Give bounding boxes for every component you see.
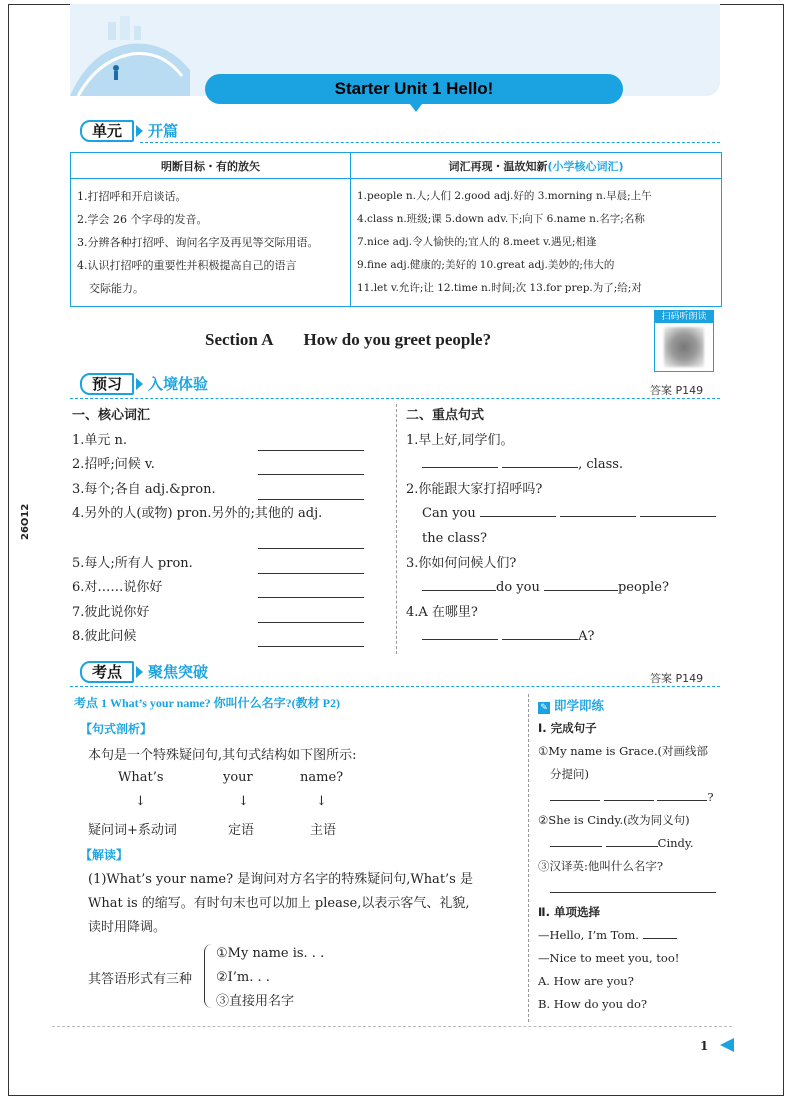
explain-line: (1)What’s your name? 是询问对方名字的特殊疑问句,What’s 是 xyxy=(88,872,473,887)
answer-blank[interactable] xyxy=(643,925,677,939)
vocab-item-continuation xyxy=(72,527,382,552)
arrow-icon xyxy=(136,666,143,678)
vocab-item: 8.彼此问候 xyxy=(72,625,382,650)
footer-divider xyxy=(52,1026,732,1027)
vocab-col-header: 一、核心词汇 xyxy=(72,408,151,423)
answer-blank[interactable] xyxy=(258,486,364,500)
practice-question: ③汉译英:他叫什么名字? xyxy=(538,859,664,873)
pencil-icon: ✎ xyxy=(538,702,550,714)
qr-code[interactable] xyxy=(654,310,714,372)
qr-label: 扫码听朗读 xyxy=(655,311,713,323)
goals-header: 明断目标・有的放矢 xyxy=(71,153,351,179)
sentence-prompt: 2.你能跟大家打招呼吗? xyxy=(406,481,543,497)
vocab-row: 9.fine adj.健康的;美好的 10.great adj.美妙的;伟大的 xyxy=(357,259,615,271)
answer-blank[interactable] xyxy=(657,787,707,801)
title-pointer xyxy=(410,104,422,112)
practice-part: Ⅱ. 单项选择 xyxy=(538,905,600,919)
section-a-title xyxy=(205,330,491,350)
answer-blank[interactable] xyxy=(258,461,364,475)
answer-form: ③直接用名字 xyxy=(216,994,295,1009)
section-header-keypoints xyxy=(80,661,280,685)
mc-option[interactable]: A. How are you? xyxy=(538,974,634,988)
down-arrow-icon: ↓ xyxy=(316,794,327,809)
practice-question: ①My name is Grace.(对画线部 xyxy=(538,744,709,758)
section-label: 入境体验 xyxy=(148,375,209,393)
sentence-answer: Can you xyxy=(406,502,722,527)
goal-item: 1.打招呼和开启谈话。 xyxy=(77,190,187,203)
structure-word: your xyxy=(223,770,253,785)
practice-panel xyxy=(538,694,718,1016)
sentence-answer-continuation: the class? xyxy=(422,530,487,546)
answer-blank[interactable] xyxy=(550,787,600,801)
sentence-answer: A? xyxy=(406,625,722,650)
explanation xyxy=(88,868,520,940)
vocab-cell xyxy=(351,179,722,307)
practice-question-continuation: 分提问) xyxy=(550,767,589,781)
answer-blank[interactable] xyxy=(422,626,498,640)
vocab-item: 3.每个;各自 adj.&pron. xyxy=(72,478,382,503)
analysis-tag: 【句式剖析】 xyxy=(80,722,153,736)
section-header-opening xyxy=(80,120,280,144)
answer-form: ①My name is. . . xyxy=(216,946,325,961)
section-label: 聚焦突破 xyxy=(148,663,209,681)
answer-reference: 答案 P149 xyxy=(650,672,704,685)
goals-cell xyxy=(71,179,351,307)
vocab-item: 1.单元 n. xyxy=(72,429,382,454)
answer-blank[interactable] xyxy=(544,577,618,591)
sentence-answer: , class. xyxy=(406,453,722,478)
goal-item: 交际能力。 xyxy=(89,282,144,295)
key-sentences-column xyxy=(406,404,722,650)
answer-blank[interactable] xyxy=(422,454,498,468)
sentence-prompt: 1.早上好,同学们。 xyxy=(406,432,514,448)
core-vocab-column xyxy=(72,404,382,650)
vocab-row: 4.class n.班级;课 5.down adv.下;向下 6.name n.名字;名称 xyxy=(357,213,645,225)
answer-blank[interactable] xyxy=(606,833,658,847)
vocab-item: 6.对……说你好 xyxy=(72,576,382,601)
practice-header: ✎ 即学即练 xyxy=(538,694,718,717)
sentence-prompt: 3.你如何问候人们? xyxy=(406,555,517,571)
keypoint-title: 考点 1 What’s your name? 你叫什么名字?(教材 P2) xyxy=(74,696,340,710)
practice-answer: Cindy. xyxy=(538,832,718,855)
divider xyxy=(70,398,720,399)
divider xyxy=(140,142,720,143)
vocab-item: 2.招呼;问候 v. xyxy=(72,453,382,478)
column-divider xyxy=(528,694,529,1022)
answer-blank[interactable] xyxy=(502,626,578,640)
down-arrow-icon: ↓ xyxy=(135,794,146,809)
side-code: 26O12 xyxy=(20,503,31,540)
answer-blank[interactable] xyxy=(550,833,602,847)
section-header-preview xyxy=(80,373,280,397)
answer-blank[interactable] xyxy=(258,560,364,574)
explain-line: What is 的缩写。有时句末也可以加上 please,以表示客气、礼貌, xyxy=(88,896,470,911)
answer-blank[interactable] xyxy=(422,577,496,591)
structure-role: 定语 xyxy=(228,823,255,838)
answer-blank[interactable] xyxy=(258,535,364,549)
mc-line: —Nice to meet you, too! xyxy=(538,951,680,965)
page-number: 1 xyxy=(700,1039,709,1053)
answer-forms xyxy=(216,942,324,1014)
answer-blank[interactable] xyxy=(640,503,716,517)
vocab-row: 11.let v.允许;让 12.time n.时间;次 13.for prep.为了;给;对 xyxy=(357,282,642,294)
section-tag: 单元 xyxy=(80,120,134,142)
vocab-row: 7.nice adj.令人愉快的;宜人的 8.meet v.遇见;相逢 xyxy=(357,236,597,248)
answer-blank[interactable] xyxy=(258,633,364,647)
answer-blank[interactable] xyxy=(258,609,364,623)
answer-form: ②I’m. . . xyxy=(216,970,270,985)
vocab-header: 词汇再现・温故知新(小学核心词汇) xyxy=(351,153,722,179)
brace xyxy=(204,944,214,1008)
down-arrow-icon: ↓ xyxy=(238,794,249,809)
qr-image xyxy=(664,327,704,367)
answer-lead: 其答语形式有三种 xyxy=(88,972,193,987)
analysis-intro: 本句是一个特殊疑问句,其句式结构如下图所示: xyxy=(88,748,357,763)
mc-line: —Hello, I’m Tom. xyxy=(538,924,718,947)
section-label: 开篇 xyxy=(148,122,179,140)
answer-blank[interactable] xyxy=(560,503,636,517)
section-tag: 预习 xyxy=(80,373,134,395)
page-arrow-icon xyxy=(720,1038,734,1052)
practice-answer xyxy=(538,878,718,901)
goal-item: 4.认识打招呼的重要性并积极提高自己的语言 xyxy=(77,259,297,272)
section-tag: 考点 xyxy=(80,661,134,683)
practice-question: ②She is Cindy.(改为同义句) xyxy=(538,813,690,827)
vocab-item: 4.另外的人(或物) pron.另外的;其他的 adj. xyxy=(72,506,323,522)
explain-line: 读时用降调。 xyxy=(88,920,167,935)
answer-reference: 答案 P149 xyxy=(650,384,704,397)
answer-blank[interactable] xyxy=(480,503,556,517)
structure-role: 主语 xyxy=(310,823,337,838)
goal-item: 3.分辨各种打招呼、询问名字及再见等交际用语。 xyxy=(77,236,319,249)
sentence-answer: do you people? xyxy=(406,576,722,601)
road-illustration xyxy=(70,10,190,96)
column-divider xyxy=(396,404,397,654)
goal-item: 2.学会 26 个字母的发音。 xyxy=(77,213,208,226)
explain-tag: 【解读】 xyxy=(80,848,129,862)
vocab-item: 5.每人;所有人 pron. xyxy=(72,552,382,577)
answer-blank[interactable] xyxy=(550,879,716,893)
goals-vocab-table xyxy=(70,152,722,307)
section-a-question: How do you greet people? xyxy=(303,330,492,349)
practice-part: Ⅰ. 完成句子 xyxy=(538,721,597,735)
divider xyxy=(70,686,720,687)
sentence-col-header: 二、重点句式 xyxy=(406,408,485,423)
answer-blank[interactable] xyxy=(258,437,364,451)
answer-blank[interactable] xyxy=(604,787,654,801)
practice-answer: ? xyxy=(538,786,718,809)
sentence-prompt: 4.A 在哪里? xyxy=(406,604,478,620)
arrow-icon xyxy=(136,125,143,137)
unit-title: Starter Unit 1 Hello! xyxy=(205,74,623,104)
arrow-icon xyxy=(136,378,143,390)
structure-word: What’s xyxy=(118,770,164,785)
section-a-label: Section A xyxy=(205,330,274,349)
structure-role: 疑问词+系动词 xyxy=(88,823,177,838)
mc-option[interactable]: B. How do you do? xyxy=(538,997,648,1011)
vocab-item: 7.彼此说你好 xyxy=(72,601,382,626)
answer-blank[interactable] xyxy=(258,584,364,598)
vocab-row: 1.people n.人;人们 2.good adj.好的 3.morning n.早晨;上午 xyxy=(357,190,652,202)
structure-word: name? xyxy=(300,770,344,785)
answer-blank[interactable] xyxy=(502,454,578,468)
